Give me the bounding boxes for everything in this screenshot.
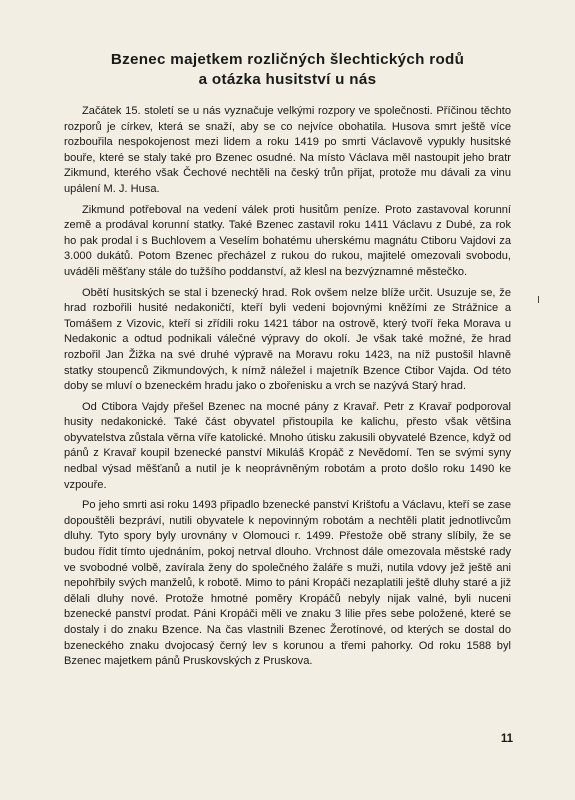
paragraph-4: Od Ctibora Vajdy přešel Bzenec na mocné pány z Kravař. Petr z Kravař podporoval husity nedakonické. Také část obyvatel přistoupila ke kalichu, přesto však většina obyvatelstva zůstala věrna víře katolické. Mnoho útisku zakusili obyvatelé Bzence, když od pánů z Kravař koupil bzenecké panství Mikuláš Kropáč z Nevědomí. Ten se svými syny nedbal výsad měšťanů a nutil je k neoprávněným robotám a proto došlo roku 1490 ke vzpouře. bbox=[64, 400, 511, 491]
page-title bbox=[60, 50, 515, 90]
page-number: 11 bbox=[500, 733, 513, 745]
margin-mark bbox=[538, 296, 539, 303]
title-line-1: Bzenec majetkem rozličných šlechtických rodů bbox=[110, 51, 465, 68]
paragraph-2: Zikmund potřeboval na vedení válek proti husitům peníze. Proto zastavoval korunní země a prodával korunní statky. Také Bzenec zastavil roku 1411 Václavu z Dubé, za rok ho pak prodal i s Buchlovem a Veselím bohatému uherskému magnátu Ctiboru Vajdovi za 3.000 dukátů. Potom Bzenec přecházel z rukou do rukou, majitelé omezovali svobodu, uváděli měšťany stále do tužšího poddanství, až klesl na bezvýznamné městečko. bbox=[64, 203, 511, 278]
paragraph-5: Po jeho smrti asi roku 1493 připadlo bzenecké panství Krištofu a Václavu, kteří se zase dopouštěli bezpráví, nutili obyvatele k nepovinným robotám a nechtěli platit jednotlivcům dluhy. Tyto spory byly urovnány v Olomouci r. 1499. Přestože obě strany slíbily, že se budou řídit tímto ujednáním, pokoj netrval dlouho. Vrchnost dále omezovala městské rady ve svobodné volbě, zavírala ženy do společného žaláře s muži, nutila vdovy jež ještě ani nepohřbily svých manželů, k robotě. Mimo to páni Kropáči nezaplatili ještě dluhy staré a již dělali dluhy nové. Protože hmotné poměry Kropáčů nebyly nijak valné, byli nuceni bzenecké panství prodat. Páni Kropáči měli ve znaku 3 lilie přes sebe položené, které se dostaly i do znaku Bzence. Na čas vlastnili Bzenec Žerotínové, od kterých se dostal do bzeneckého znaku dvojocasý černý lev s korunou a třemi pahorky. Od roku 1588 byl Bzenec majetkem pánů Pruskovských z Pruskova. bbox=[64, 499, 511, 668]
title-line-2: a otázka husitství u nás bbox=[198, 71, 377, 88]
paragraph-3: Obětí husitských se stal i bzenecký hrad. Rok ovšem nelze blíže určit. Usuzuje se, že hrad rozbořili husité nedakoničtí, kteří byli vedeni bojovnými kněžími ze Strážnice a Tomášem z Vizovic, kteří si zřídili roku 1421 tábor na ostrově, který tvoří řeka Morava u Nedakonic a odtud podnikali válečné výpravy do okolí. Je však také možné, že hrad rozbořil Jan Žižka na své druhé výpravě na Moravu roku 1423, na níž pustošil hlavně statky stoupenců Zikmundových, k nímž náležel i majetník Bzence Ctibor Vajda. Od této doby se mluví o bzeneckém hradu jako o zbořenisku a vrch se nazývá Starý hrad. bbox=[64, 286, 511, 393]
paragraph-1: Začátek 15. století se u nás vyznačuje velkými rozpory ve společnosti. Příčinou těchto rozporů je církev, která se snaží, aby se co nejvíce obohatila. Husova smrt ještě více rozbouřila nespokojenost mezi lidem a roku 1419 po smrti Václavově vypukly husitské bouře, které se staly také pro Bzenec osudné. Na místo Václava měl nastoupit jeho bratr Zikmund, kterého však Čechové nechtěli na český trůn přijat, protože mu dávali za vinu upálení M. J. Husa. bbox=[64, 105, 511, 195]
article-body bbox=[64, 104, 511, 675]
